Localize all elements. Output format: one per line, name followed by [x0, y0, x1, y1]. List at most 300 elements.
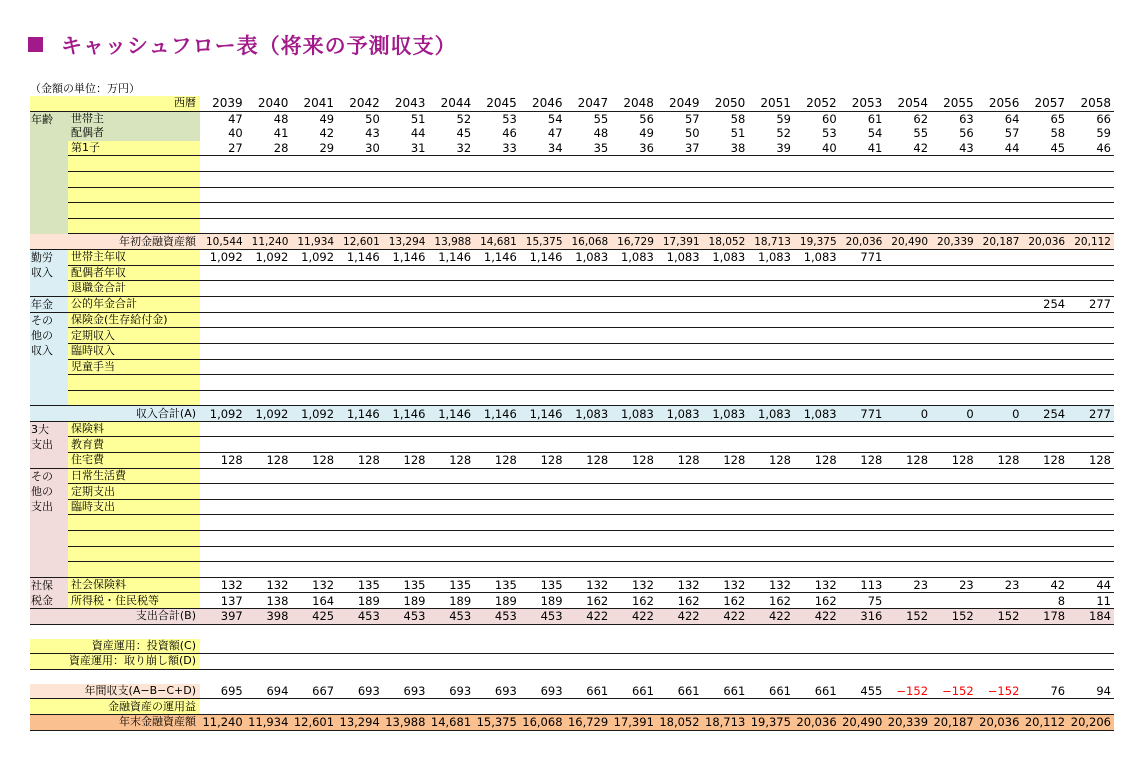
- value-cell: [657, 468, 703, 484]
- value-cell: 17,391: [611, 714, 657, 730]
- value-cell: [840, 654, 886, 670]
- value-cell: [1068, 171, 1114, 187]
- value-cell: [703, 531, 749, 547]
- value-cell: 53: [502, 111, 517, 126]
- value-cell: 178: [1022, 609, 1068, 625]
- value-cell: [885, 546, 931, 562]
- value-cell: [748, 639, 794, 654]
- value-cell: [703, 437, 749, 453]
- value-cell: [840, 343, 886, 359]
- value-cell: [840, 390, 886, 406]
- value-cell: [520, 531, 566, 547]
- value-cell: [840, 515, 886, 531]
- value-cell: [474, 437, 520, 453]
- value-cell: [794, 375, 840, 391]
- value-cell: [840, 499, 886, 515]
- value-cell: [611, 499, 657, 515]
- category-label: 他の: [31, 484, 53, 498]
- value-cell: [337, 328, 383, 344]
- value-cell: [200, 343, 246, 359]
- value-cell: 132: [794, 577, 840, 593]
- title-text: キャッシュフロー表（将来の予測収支）: [61, 34, 457, 58]
- age-row-empty: [30, 171, 1114, 187]
- value-cell: [703, 639, 749, 654]
- value-cell: 32: [428, 141, 474, 156]
- value-cell: 132: [246, 577, 292, 593]
- value-cell: [1068, 531, 1114, 547]
- value-cell: [794, 171, 840, 187]
- end-assets-row: [30, 714, 1114, 730]
- value-cell: [611, 328, 657, 344]
- value-cell: [931, 343, 977, 359]
- value-cell: [657, 328, 703, 344]
- value-cell: 11,934: [291, 234, 337, 250]
- value-cell: [840, 437, 886, 453]
- age-row-empty: [30, 203, 1114, 219]
- value-cell: [428, 654, 474, 670]
- value-cell: [291, 437, 337, 453]
- value-cell: [840, 546, 886, 562]
- value-cell: [885, 531, 931, 547]
- value-cell: [1068, 484, 1114, 500]
- value-cell: 45: [1022, 141, 1068, 156]
- value-cell: [1068, 328, 1114, 344]
- value-cell: [657, 312, 703, 328]
- value-cell: 20,036: [794, 714, 840, 730]
- value-cell: 20,187: [977, 234, 1023, 250]
- value-cell: [703, 421, 749, 437]
- value-cell: 1,083: [794, 406, 840, 422]
- value-cell: [520, 562, 566, 578]
- value-cell: [657, 699, 703, 715]
- value-cell: 316: [840, 609, 886, 625]
- value-cell: [520, 639, 566, 654]
- value-cell: [977, 343, 1023, 359]
- value-cell: [794, 296, 840, 312]
- category-label: 収入: [31, 343, 53, 357]
- value-cell: [520, 171, 566, 187]
- value-cell: [474, 171, 520, 187]
- value-cell: 15,375: [474, 714, 520, 730]
- value-cell: [748, 468, 794, 484]
- value-cell: 2058: [1068, 96, 1114, 111]
- value-cell: [657, 343, 703, 359]
- value-cell: [931, 156, 977, 172]
- value-cell: [200, 187, 246, 203]
- value-cell: [748, 312, 794, 328]
- tax-row: [30, 593, 1114, 609]
- value-cell: [611, 484, 657, 500]
- value-cell: [657, 654, 703, 670]
- value-cell: 38: [703, 141, 749, 156]
- value-cell: [1068, 468, 1114, 484]
- value-cell: [474, 562, 520, 578]
- value-cell: [794, 531, 840, 547]
- value-cell: [1068, 156, 1114, 172]
- value-cell: [246, 468, 292, 484]
- category-label: 税金: [31, 593, 53, 607]
- value-cell: [748, 156, 794, 172]
- value-cell: [748, 484, 794, 500]
- value-cell: [428, 171, 474, 187]
- value-cell: [931, 699, 977, 715]
- value-cell: [1022, 654, 1068, 670]
- value-cell: [337, 639, 383, 654]
- spouse-income-row: [30, 265, 1114, 281]
- value-cell: [337, 562, 383, 578]
- value-cell: [566, 468, 612, 484]
- value-cell: [246, 312, 292, 328]
- value-cell: [885, 343, 931, 359]
- value-cell: [1022, 531, 1068, 547]
- value-cell: 132: [200, 577, 246, 593]
- value-cell: [200, 328, 246, 344]
- value-cell: [1068, 249, 1114, 265]
- value-cell: [520, 281, 566, 297]
- value-cell: 20,339: [885, 714, 931, 730]
- value-cell: 771: [840, 406, 886, 422]
- age-row-empty: [30, 218, 1114, 234]
- value-cell: [703, 468, 749, 484]
- value-cell: 1,083: [794, 249, 840, 265]
- value-cell: 1,146: [428, 249, 474, 265]
- value-cell: [383, 639, 429, 654]
- value-cell: [748, 375, 794, 391]
- value-cell: 132: [748, 577, 794, 593]
- value-cell: [566, 187, 612, 203]
- value-cell: [931, 359, 977, 375]
- value-cell: [566, 499, 612, 515]
- value-cell: 2052: [794, 96, 840, 111]
- value-cell: 44: [977, 141, 1023, 156]
- value-cell: 661: [794, 684, 840, 699]
- value-cell: [1022, 203, 1068, 219]
- value-cell: [520, 343, 566, 359]
- value-cell: [291, 359, 337, 375]
- value-cell: 42: [885, 141, 931, 156]
- value-cell: 2053: [840, 96, 886, 111]
- value-cell: [383, 437, 429, 453]
- value-cell: [611, 390, 657, 406]
- value-cell: [840, 639, 886, 654]
- row-label: 金融資産の運用益: [30, 699, 200, 715]
- value-cell: [840, 218, 886, 234]
- cashflow-table: [30, 96, 1114, 731]
- value-cell: 693: [383, 684, 429, 699]
- value-cell: [794, 203, 840, 219]
- value-cell: [520, 421, 566, 437]
- value-cell: 49: [639, 126, 654, 141]
- living-row: [30, 468, 1114, 484]
- value-cell: 128: [703, 453, 749, 469]
- education-row: [30, 437, 1114, 453]
- value-cell: [474, 639, 520, 654]
- regular-exp-row: [30, 484, 1114, 500]
- temp-income-row: [30, 343, 1114, 359]
- value-cell: 1,146: [474, 406, 520, 422]
- value-cell: [611, 312, 657, 328]
- value-cell: 30: [337, 141, 383, 156]
- row-label: 日常生活費: [68, 468, 200, 484]
- value-cell: [200, 421, 246, 437]
- row-label: [68, 156, 200, 172]
- value-cell: [931, 218, 977, 234]
- value-cell: 63: [959, 111, 974, 126]
- value-cell: [520, 468, 566, 484]
- row-label: 所得税・住民税等: [68, 593, 200, 609]
- value-cell: [566, 699, 612, 715]
- value-cell: 23: [977, 577, 1023, 593]
- value-cell: [748, 265, 794, 281]
- value-cell: 11,934: [246, 714, 292, 730]
- value-cell: [794, 499, 840, 515]
- value-cell: 189: [383, 593, 429, 609]
- value-cell: [931, 203, 977, 219]
- value-cell: 48: [593, 126, 609, 141]
- value-cell: 2055: [931, 96, 977, 111]
- value-cell: [931, 531, 977, 547]
- value-cell: [566, 562, 612, 578]
- value-cell: [748, 531, 794, 547]
- value-cell: 66: [1096, 111, 1111, 126]
- value-cell: [977, 499, 1023, 515]
- value-cell: [474, 546, 520, 562]
- value-cell: 1,083: [748, 406, 794, 422]
- value-cell: 693: [520, 684, 566, 699]
- value-cell: 58: [1050, 126, 1066, 141]
- value-cell: 453: [474, 609, 520, 625]
- child-allowance-row: [30, 359, 1114, 375]
- value-cell: 11,240: [246, 234, 292, 250]
- value-cell: 135: [383, 577, 429, 593]
- value-cell: 422: [794, 609, 840, 625]
- value-cell: [885, 654, 931, 670]
- row-label: 配偶者: [68, 126, 200, 141]
- value-cell: [1022, 562, 1068, 578]
- value-cell: [291, 515, 337, 531]
- category-label: 他の: [31, 328, 53, 342]
- value-cell: [291, 390, 337, 406]
- value-cell: 11,240: [200, 714, 246, 730]
- value-cell: [246, 218, 292, 234]
- value-cell: 13,294: [337, 714, 383, 730]
- value-cell: 1,083: [703, 249, 749, 265]
- value-cell: [1068, 515, 1114, 531]
- value-cell: [885, 203, 931, 219]
- row-label: 教育費: [68, 437, 200, 453]
- value-cell: 184: [1068, 609, 1114, 625]
- value-cell: [703, 654, 749, 670]
- other-exp-empty: [30, 531, 1114, 547]
- value-cell: [611, 343, 657, 359]
- value-cell: [1022, 484, 1068, 500]
- value-cell: [291, 546, 337, 562]
- value-cell: [291, 203, 337, 219]
- value-cell: [977, 265, 1023, 281]
- value-cell: [1068, 312, 1114, 328]
- value-cell: 45: [456, 126, 472, 141]
- value-cell: [840, 156, 886, 172]
- value-cell: [794, 312, 840, 328]
- spacer-row: [30, 669, 1114, 684]
- value-cell: [566, 375, 612, 391]
- value-cell: 18,052: [703, 234, 749, 250]
- value-cell: 19,375: [748, 714, 794, 730]
- value-cell: 23: [931, 577, 977, 593]
- category-cell: [30, 312, 68, 406]
- value-cell: [246, 699, 292, 715]
- row-label: [68, 218, 200, 234]
- value-cell: [200, 654, 246, 670]
- value-cell: [1068, 699, 1114, 715]
- value-cell: [977, 468, 1023, 484]
- value-cell: [840, 265, 886, 281]
- value-cell: 64: [1004, 111, 1020, 126]
- row-label: 世帯主年収: [68, 249, 200, 265]
- category-label: 年金: [31, 297, 53, 311]
- value-cell: [291, 484, 337, 500]
- value-cell: [794, 562, 840, 578]
- value-cell: [520, 218, 566, 234]
- value-cell: 20,036: [840, 234, 886, 250]
- value-cell: 128: [885, 453, 931, 469]
- value-cell: 46: [1068, 141, 1114, 156]
- value-cell: 54: [867, 126, 883, 141]
- value-cell: [383, 484, 429, 500]
- value-cell: [703, 312, 749, 328]
- value-cell: 2042: [337, 96, 383, 111]
- value-cell: 2056: [977, 96, 1023, 111]
- housing-row: [30, 453, 1114, 469]
- value-cell: [200, 203, 246, 219]
- value-cell: 128: [566, 453, 612, 469]
- value-cell: [703, 343, 749, 359]
- value-cell: 453: [337, 609, 383, 625]
- value-cell: [246, 375, 292, 391]
- value-cell: [794, 546, 840, 562]
- value-cell: [885, 437, 931, 453]
- value-cell: [977, 203, 1023, 219]
- other-income-empty: [30, 375, 1114, 391]
- value-cell: [474, 156, 520, 172]
- value-cell: 2051: [748, 96, 794, 111]
- value-cell: 53: [822, 126, 837, 141]
- value-cell: [520, 203, 566, 219]
- value-cell: [474, 218, 520, 234]
- category-label: 収入: [31, 265, 53, 279]
- value-cell: 11: [1068, 593, 1114, 609]
- value-cell: 128: [383, 453, 429, 469]
- value-cell: 455: [840, 684, 886, 699]
- value-cell: 1,083: [657, 406, 703, 422]
- value-cell: [291, 375, 337, 391]
- value-cell: 661: [566, 684, 612, 699]
- value-cell: [428, 296, 474, 312]
- value-cell: [1068, 265, 1114, 281]
- value-cell: [794, 328, 840, 344]
- value-cell: 132: [657, 577, 703, 593]
- value-cell: 135: [520, 577, 566, 593]
- row-label: [68, 562, 200, 578]
- value-cell: 56: [639, 111, 654, 126]
- value-cell: 453: [383, 609, 429, 625]
- value-cell: 29: [291, 141, 337, 156]
- value-cell: [977, 421, 1023, 437]
- value-cell: 1,146: [337, 249, 383, 265]
- value-cell: [337, 187, 383, 203]
- value-cell: [200, 171, 246, 187]
- value-cell: [977, 156, 1023, 172]
- category-cell: [30, 421, 68, 468]
- value-cell: 661: [657, 684, 703, 699]
- value-cell: [428, 187, 474, 203]
- value-cell: [200, 437, 246, 453]
- value-cell: [200, 296, 246, 312]
- value-cell: [931, 468, 977, 484]
- value-cell: [200, 515, 246, 531]
- value-cell: [931, 515, 977, 531]
- value-cell: 20,187: [931, 714, 977, 730]
- value-cell: [246, 203, 292, 219]
- value-cell: [1068, 281, 1114, 297]
- value-cell: 693: [337, 684, 383, 699]
- value-cell: [703, 484, 749, 500]
- value-cell: [246, 531, 292, 547]
- value-cell: [337, 546, 383, 562]
- value-cell: 162: [794, 593, 840, 609]
- value-cell: 57: [1004, 126, 1020, 141]
- value-cell: 19,375: [794, 234, 840, 250]
- value-cell: [246, 437, 292, 453]
- value-cell: 43: [365, 126, 380, 141]
- value-cell: 1,092: [246, 249, 292, 265]
- value-cell: [885, 699, 931, 715]
- value-cell: [1068, 187, 1114, 203]
- value-cell: [428, 562, 474, 578]
- value-cell: [931, 437, 977, 453]
- value-cell: [200, 468, 246, 484]
- value-cell: [1022, 328, 1068, 344]
- value-cell: [885, 218, 931, 234]
- value-cell: [520, 296, 566, 312]
- row-label: 支出合計(B): [30, 609, 200, 625]
- value-cell: 20,490: [840, 714, 886, 730]
- value-cell: 128: [977, 453, 1023, 469]
- value-cell: [291, 343, 337, 359]
- start-assets-row: [30, 234, 1114, 250]
- value-cell: [291, 218, 337, 234]
- value-cell: [931, 296, 977, 312]
- value-cell: 31: [383, 141, 429, 156]
- value-cell: 1,092: [291, 249, 337, 265]
- value-cell: 40: [228, 126, 243, 141]
- category-cell: [30, 577, 68, 608]
- value-cell: 152: [977, 609, 1023, 625]
- value-cell: [428, 468, 474, 484]
- square-bullet-icon: [28, 37, 43, 52]
- value-cell: [931, 281, 977, 297]
- value-cell: [748, 546, 794, 562]
- value-cell: 46: [502, 126, 517, 141]
- value-cell: [977, 654, 1023, 670]
- value-cell: [428, 699, 474, 715]
- value-cell: [291, 328, 337, 344]
- category-cell: [30, 111, 68, 234]
- spacer-cell: [30, 624, 1114, 639]
- value-cell: 2041: [291, 96, 337, 111]
- value-cell: 189: [337, 593, 383, 609]
- value-cell: [520, 437, 566, 453]
